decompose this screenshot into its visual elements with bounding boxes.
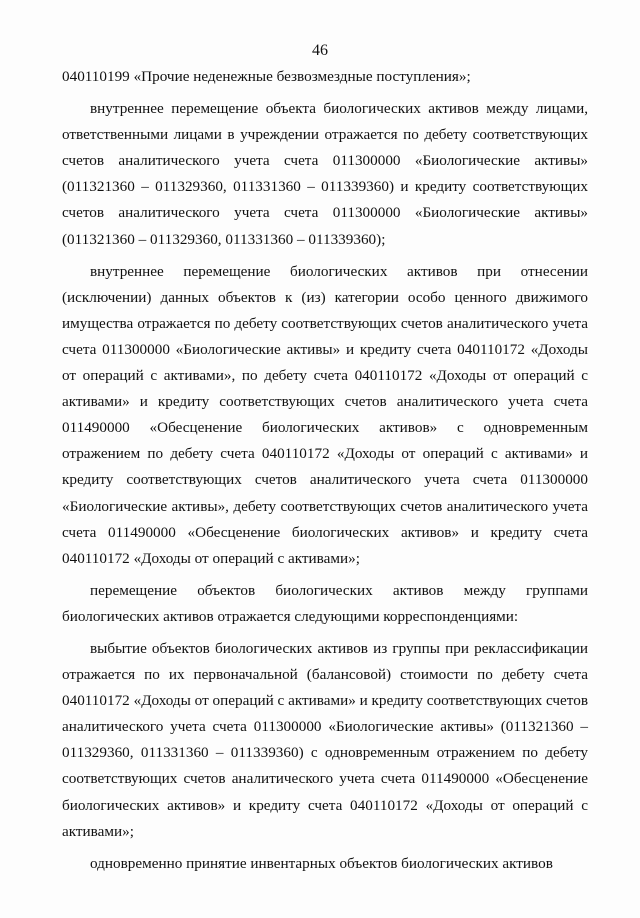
document-body: [62, 64, 588, 877]
paragraph-transfer-between-groups: перемещение объектов биологических активов между группами биологических активов отражается следующими корреспонденциями:: [62, 581, 588, 625]
paragraph-internal-transfer-between-persons: внутреннее перемещение объекта биологических активов между лицами, ответственными лицами в учреждении отражается по дебету соответствующих счетов аналитического учета счета 011300000 «Биологические активы» (011321360 – 011329360, 011331360 – 011339360) и кредиту соответствующих счетов аналитического учета счета 011300000 «Биологические активы» (011321360 – 011329360, 011331360 – 011339360);: [62, 100, 588, 248]
paragraph-internal-transfer-valuable-property: внутреннее перемещение биологических активов при отнесении (исключении) данных объектов к (из) категории особо ценного движимого имущества отражается по дебету соответствующих счетов аналитического учета счета 011300000 «Биологические активы» и кредиту счета 040110172 «Доходы от операций с активами», по дебету счета 040110172 «Доходы от операций с активами» и кредиту соответствующих счетов аналитического учета счета 011490000 «Обесценение биологических активов» с одновременным отражением по дебету счета 040110172 «Доходы от операций с активами» и кредиту соответствующих счетов аналитического учета счета 011300000 «Биологические активы», дебету соответствующих счетов аналитического учета счета 011490000 «Обесценение биологических активов» и кредиту счета 040110172 «Доходы от операций с активами»;: [62, 262, 588, 567]
paragraph-continuation: 040110199 «Прочие неденежные безвозмездные поступления»;: [62, 68, 471, 85]
page-number: 46: [312, 42, 328, 59]
paragraph-disposal-reclassification: выбытие объектов биологических активов из группы при реклассификации отражается по их первоначальной (балансовой) стоимости по дебету счета 040110172 «Доходы от операций с активами» и кредиту соответствующих счетов аналитического учета счета 011300000 «Биологические активы» (011321360 – 011329360, 011331360 – 011339360) с одновременным отражением по дебету соответствующих счетов аналитического учета счета 011490000 «Обесценение биологических активов» и кредиту счета 040110172 «Доходы от операций с активами»;: [62, 639, 588, 840]
paragraph-simultaneous-acceptance: одновременно принятие инвентарных объектов биологических активов: [90, 854, 553, 872]
